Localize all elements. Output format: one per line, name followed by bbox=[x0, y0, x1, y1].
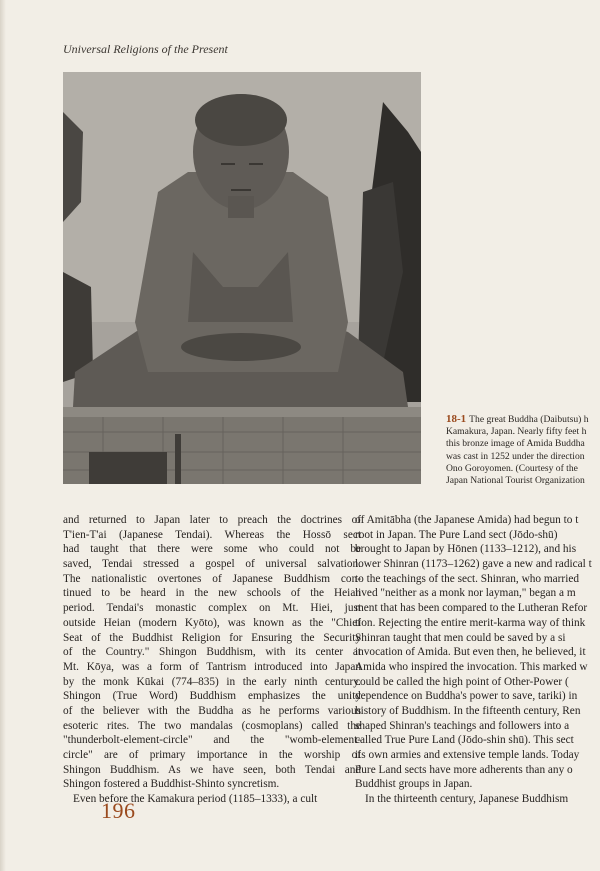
text-line: by the monk Kūkai (774–835) in the early ninth century. bbox=[63, 675, 361, 688]
text-line: shaped Shinran's teachings and followers into a bbox=[355, 719, 570, 732]
text-line: ment that has been compared to the Lutheran Refor bbox=[355, 602, 588, 615]
text-line: Shingon fostered a Buddhist-Shinto syncretism. bbox=[63, 778, 280, 791]
caption-line: Japan National Tourist Organization bbox=[446, 475, 585, 487]
text-line: Mt. Kōya, was a form of Tantrism introduced into Japan bbox=[63, 660, 361, 673]
text-line: invocation of Amida. But even then, he believed, it bbox=[355, 646, 586, 659]
text-line: Shinran taught that men could be saved by a si bbox=[355, 631, 566, 644]
text-line: Buddhist groups in Japan. bbox=[355, 778, 473, 791]
text-line: called True Pure Land (Jōdo-shin shū). This sect bbox=[355, 734, 574, 747]
caption-line: was cast in 1252 under the direction bbox=[446, 450, 585, 462]
text-line: of the believer with the Buddha as he performs various bbox=[63, 704, 361, 717]
text-line: its own armies and extensive temple lands. Today bbox=[355, 749, 580, 761]
daibutsu-photo bbox=[63, 72, 421, 484]
caption-line: Ono Goroyomen. (Courtesy of the bbox=[446, 462, 578, 474]
caption-line: this bronze image of Amida Buddha bbox=[446, 438, 585, 450]
text-line: and returned to Japan later to preach the doctrines of bbox=[63, 514, 361, 526]
text-line: tion. Rejecting the entire merit-karma way of think bbox=[355, 616, 586, 629]
text-line: "thunderbolt-element-circle" and the "womb-element- bbox=[63, 734, 361, 747]
text-line: saved, Tendai stressed a gospel of universal salvation. bbox=[63, 558, 361, 571]
text-line: The nationalistic overtones of Japanese Buddhism con- bbox=[63, 572, 361, 585]
text-line: to the teachings of the sect. Shinran, who married bbox=[355, 572, 579, 585]
text-line: outside Heian (modern Kyōto), was known as the "Chief bbox=[63, 616, 361, 629]
text-line: T'ien-T'ai (Japanese Tendai). Whereas the Hossō sect bbox=[63, 528, 361, 541]
caption-line: The great Buddha (Daibutsu) h bbox=[469, 414, 589, 425]
text-line: esoteric rites. The two mandalas (cosmoplans) called the bbox=[63, 719, 361, 732]
text-line: could be called the high point of Other-Power ( bbox=[355, 675, 569, 688]
text-line: Amida who inspired the invocation. This marked w bbox=[355, 660, 588, 673]
text-line: Pure Land sects have more adherents than any o bbox=[355, 763, 573, 776]
text-line: Even before the Kamakura period (1185–1333), a cult bbox=[73, 793, 318, 806]
text-line: lower Shinran (1173–1262) gave a new and radical t bbox=[355, 558, 592, 571]
text-line: Seat of the Buddhist Religion for Ensuring the Security bbox=[63, 631, 361, 644]
text-line: history of Buddhism. In the fifteenth century, Ren bbox=[355, 704, 581, 717]
text-line: brought to Japan by Hōnen (1133–1212), and his bbox=[355, 543, 577, 556]
text-line: dependence on Buddha's power to save, tariki) in bbox=[355, 690, 578, 703]
figure-number: 18-1 bbox=[446, 413, 467, 425]
page-number: 196 bbox=[101, 798, 136, 823]
text-line: tinued to be heard in the new schools of the Heian bbox=[63, 587, 361, 600]
text-line: Shingon Buddhism. As we have seen, both Tendai and bbox=[63, 763, 361, 776]
caption-line: Kamakura, Japan. Nearly fifty feet h bbox=[446, 426, 587, 438]
page-gutter-shadow bbox=[0, 0, 6, 871]
text-line: had taught that there were some who could not be bbox=[63, 543, 361, 556]
text-line: Shingon (True Word) Buddhism emphasizes the unity bbox=[63, 690, 361, 703]
figure-caption bbox=[446, 413, 600, 487]
text-line: lived "neither as a monk nor layman," began a m bbox=[355, 587, 576, 600]
running-head: Universal Religions of the Present bbox=[63, 42, 228, 56]
text-line: of the Country." Shingon Buddhism, with its center at bbox=[63, 646, 361, 659]
text-line: circle" are of primary importance in the worship of bbox=[63, 749, 361, 761]
text-line: period. Tendai's monastic complex on Mt. Hiei, just bbox=[63, 602, 361, 615]
text-line: of Amitābha (the Japanese Amida) had begun to t bbox=[355, 514, 579, 526]
text-line: root in Japan. The Pure Land sect (Jōdo-shū) bbox=[355, 528, 558, 541]
left-column-text bbox=[63, 513, 361, 807]
text-line: In the thirteenth century, Japanese Buddhism bbox=[365, 793, 569, 806]
right-column-text bbox=[355, 513, 600, 807]
